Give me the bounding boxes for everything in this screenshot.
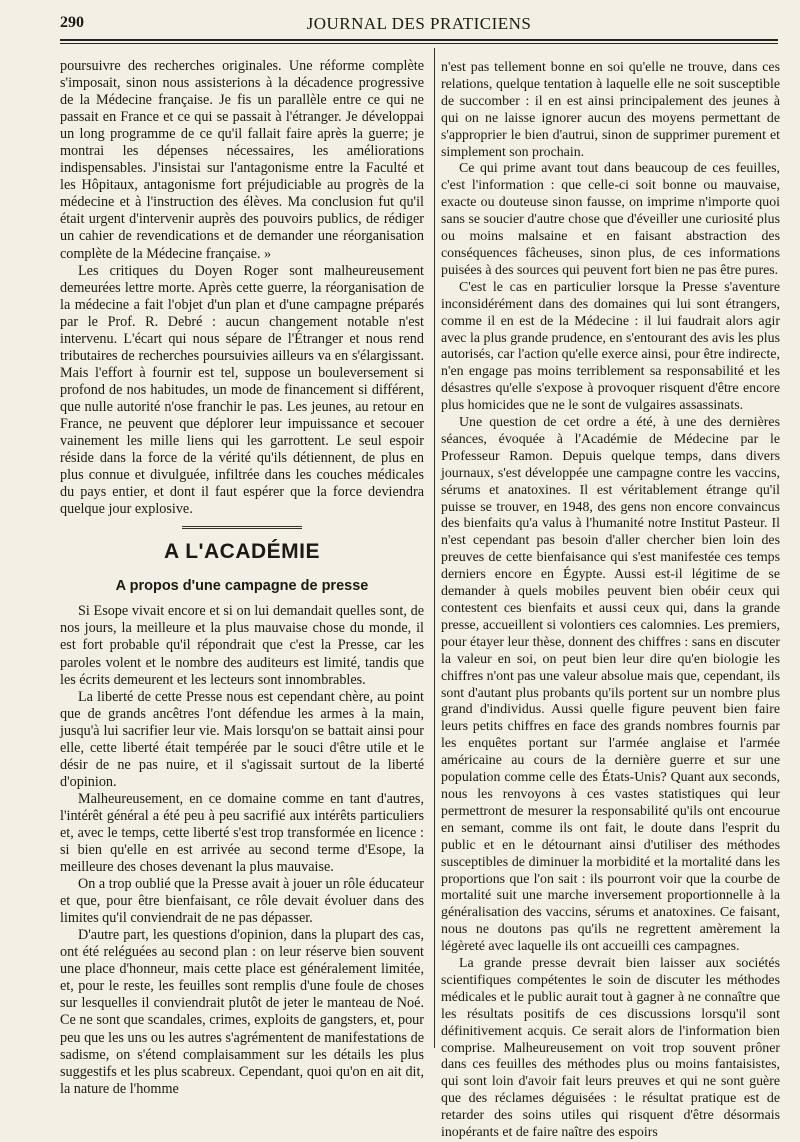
article-title: A propos d'une campagne de presse <box>115 578 369 595</box>
paragraph: n'est pas tellement bonne en soi qu'elle ne trouve, dans ces relations, quelque tentation à laquelle elle ne soit susceptible de succomber : il en est ainsi principalement des jeunes à qui on ne laisse ignorer aucun des moyens permettant de s'approprier le bien d'autrui, sinon de supprimer purement et simplement son prochain. <box>441 60 780 160</box>
paragraph: On a trop oublié que la Presse avait à jouer un rôle éducateur et que, pour être bienfaisant, ce rôle devait évoluer dans des limites qu'il conviendrait de ne pas dépasser. <box>60 876 424 927</box>
header-rule-thin <box>60 43 778 44</box>
section-title: A L'ACADÉMIE <box>163 540 321 564</box>
paragraph: Malheureusement, en ce domaine comme en tant d'autres, l'intérêt général a été peu à peu sacrifié aux intérêts particuliers et, avec le temps, cette liberté s'est trop transformée en licence : si bien qu'elle en est arrivée au second terme d'Esope, la meilleure des choses devenant la plus mauvaise. <box>60 790 424 876</box>
header-rule-thick <box>60 39 778 41</box>
journal-title: JOURNAL DES PRATICIENS <box>306 14 532 33</box>
right-column <box>441 60 780 1142</box>
paragraph: Les critiques du Doyen Roger sont malheureusement demeurées lettre morte. Après cette guerre, la réorganisation de la médecine a fait l'objet d'un plan et d'une campagne préparés par le Prof. R. Debré : aucun changement notable n'est intervenu. L'écart qui nous sépare de l'Étranger et nous rend tributaires de recherches poursuivies ailleurs va en s'élargissant. Mais l'effort à fournir est tel, suppose un bouleversement si profond de nos habitudes, un mode de financement si différent, que nulle autorité n'ose franchir le pas. Les jeunes, au retour en France, ne peuvent que déplorer leur impuissance et secouer vainement les mille liens qui les garrottent. Le seul espoir réside dans la force de la vérité qu'ils détiennent, de plus en plus connue et divulguée, infiltrée dans les couches médicales du pays entier, et dont il faut espérer que la force deviendra quelque jour explosive. <box>60 262 424 518</box>
left-column <box>60 58 424 1098</box>
page-number: 290 <box>60 14 84 31</box>
paragraph: La liberté de cette Presse nous est cependant chère, au point que de grands ancêtres l'ont défendue les armes à la main, jusqu'à lui sacrifier leur vie. Mais lorsqu'on se battait ainsi pour elle, cette liberté était tempérée par le souci d'être utile et le désir de ne pas nuire, et il s'agissait surtout de la liberté d'opinion. <box>60 688 424 790</box>
paragraph: Si Esope vivait encore et si on lui demandait quelles sont, de nos jours, la meilleure et la plus mauvaise chose du monde, il est fort probable qu'il répondrait que c'est la Presse, car les paroles volent et le nombre des auditeurs est limité, tandis que les écrits demeurent et les lecteurs sont innombrables. <box>60 603 424 688</box>
paragraph: C'est le cas en particulier lorsque la Presse s'aventure inconsidérément dans des domaines qui lui sont étrangers, comme il en est de la Médecine : il lui faudrait alors agir avec la plus grande prudence, en s'entourant des avis les plus autorisés, car l'action qu'elle exerce ainsi, pour être indirecte, n'en engage pas moins terriblement sa responsabilité et les désastres qu'elle s'expose à provoquer risquent d'être encore plus homicides que ne le sont de vulgaires assassinats. <box>441 279 780 414</box>
paragraph: Ce qui prime avant tout dans beaucoup de ces feuilles, c'est l'information : que celle-ci soit bonne ou mauvaise, exacte ou douteuse sinon fausse, on imprime n'importe quoi sans se soucier d'autre chose que d'éveiller une curiosité plus ou moins malsaine et en faisant abstraction des conséquences fâcheuses, sinon plus, de ces informations puisées à des sources qui peuvent fort bien ne pas être pures. <box>441 161 780 278</box>
section-separator <box>182 526 302 531</box>
paragraph: Une question de cet ordre a été, à une des dernières séances, évoquée à l'Académie de Médecine par le Professeur Ramon. Depuis quelque temps, dans divers journaux, s'est développée une campagne contre les vaccins, sérums et anatoxines. Il est véritablement étrange qu'il puisse se trouver, en 1948, des gens non encore convaincus des bienfaits qu'a valus à l'humanité notre Institut Pasteur. Il n'est cependant pas besoin d'aller chercher bien loin des preuves de cette bienfaisance qui s'est manifestée ces temps derniers encore en Égypte. Aussi est-il légitime de se demander à quels mobiles peuvent bien obéir ceux qui contestent ces bienfaits et aussi ceux qui, dans la grande presse, accueillent si volontiers ces calomnies. Les premiers, pour étayer leur thèse, donnent des chiffres : sans en discuter la valeur en soi, on peut bien leur dire qu'en biologie les chiffres n'ont pas une valeur absolue mais que, cependant, ils sont d'autant plus probants qu'ils portent sur un nombre plus grand d'individus. Aussi quelle figure peuvent bien faire leurs petits chiffres en face des grands nombres fournis par les enquêtes portant sur l'armée anglaise et l'armée américaine au cours de la dernière guerre et sur une population comme celle des États-Unis? Quant aux seconds, nous les renvoyons à ces vastes statistiques qui leur permettront de mesurer la responsabilité qu'ils ont encourue en semant, comme ils ont fait, le doute dans l'esprit du public et en le détournant ainsi d'utiliser des méthodes susceptibles de diminuer la morbidité et la mortalité dans les proportions que l'on sait : ils pourront voir que la courbe de mortalité suit une marche inversement proportionnelle à la généralisation des vaccins, sérums et anatoxines. Ce faisant, nous ne doutons pas qu'ils ne regrettent amèrement la légèreté avec laquelle ils ont accueilli ces campagnes. <box>441 415 780 955</box>
paragraph: poursuivre des recherches originales. Une réforme complète s'imposait, sinon nous assisterions à la décadence progressive de la Médecine française. Je fis un parallèle entre ce qui ne passait en France et ce qui se passait à l'étranger. Je développai un long programme de ce qu'il fallait faire après la guerre; je montrai les dépenses nécessaires, les améliorations indispensables. J'insistai sur l'antagonisme entre la Faculté et les Hôpitaux, antagonisme fort préjudiciable au progrès de la médecine et à l'instruction des élèves. Ma conclusion fut qu'il était urgent d'intervenir auprès des pouvoirs publics, de rédiger un cahier de revendications et de demander une réorganisation complète de la Médecine française. » <box>60 58 424 262</box>
paragraph: La grande presse devrait bien laisser aux sociétés scientifiques compétentes le soin de discuter les méthodes médicales et le public aurait tout à gagner à ne connaître que les résultats positifs de ces discussions lorsqu'il sont définitivement acquis. Ce serait alors de l'information bien comprise. Malheureusement on voit trop souvent prôner dans ces feuilles des méthodes plus ou moins fantaisistes, qui sont loin d'avoir fait leurs preuves et qui ne sont guère que des réclames déguisées : le résultat pratique est de retarder des soins utiles qui risquent d'être désormais inopérants et de faire naître des espoirs <box>441 956 780 1141</box>
column-divider <box>434 48 435 1048</box>
paragraph: D'autre part, les questions d'opinion, dans la plupart des cas, ont été reléguées au second plan : on leur réserve bien souvent une place d'honneur, mais cette place est généralement limitée, et, pour le reste, les feuilles sont remplis d'une foule de choses sur lesquelles il conviendrait plutôt de jeter le manteau de Noé. Ce ne sont que scandales, crimes, exploits de gangsters, et, pour peu que les uns ou les autres s'agrémentent de manifestations de sadisme, on s'étend complaisamment sur les détails les plus suggestifs et les plus scabreux. Cependant, quoi qu'on en ait dit, la nature de l'homme <box>60 927 424 1097</box>
page-header <box>60 14 778 36</box>
